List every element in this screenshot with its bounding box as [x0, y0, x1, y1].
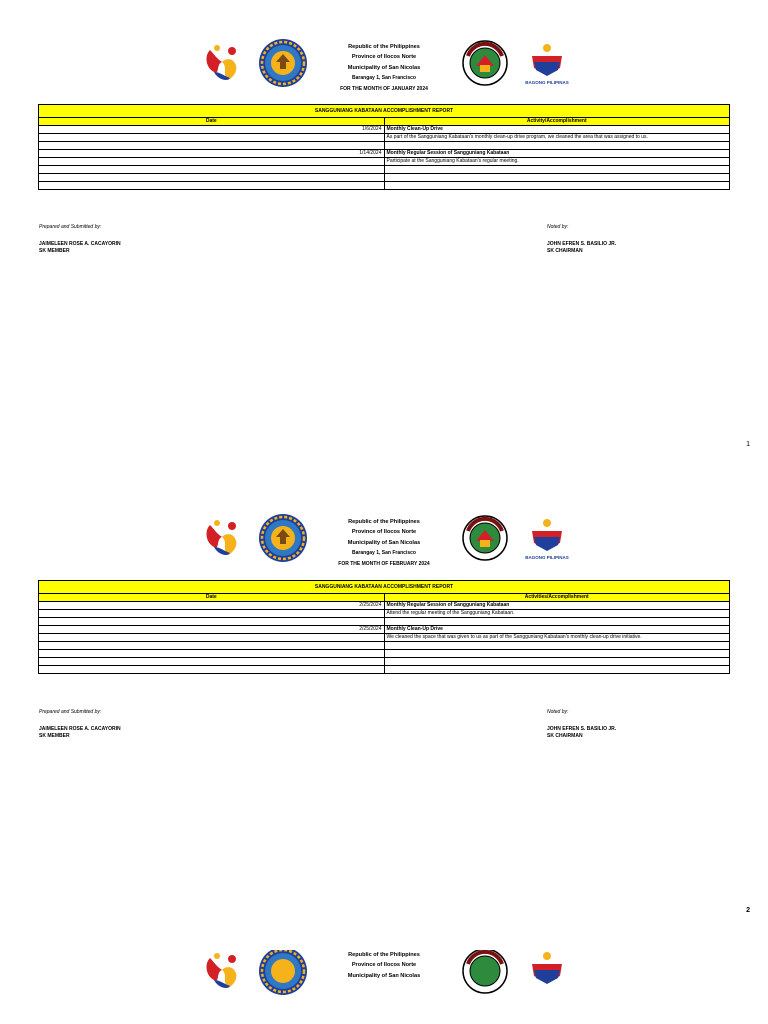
- table-row: [39, 634, 730, 642]
- bagong-pilipinas-logo-icon: [522, 40, 572, 86]
- noted-by-block: [547, 709, 616, 740]
- row-activity: Monthly Clean-Up Drive: [384, 126, 730, 134]
- row-date: 2/25/2024: [39, 626, 385, 634]
- header-province: Province of Ilocos Norte: [351, 54, 417, 61]
- row-activity: We cleaned the space that was given to us as part of the Sangguniang Kabataan's monthly clean-up drive initiative.: [384, 634, 730, 642]
- municipal-seal-icon: [462, 515, 508, 561]
- row-activity: [384, 174, 730, 182]
- row-date: [39, 142, 385, 150]
- report-page-january: [0, 0, 768, 470]
- bagong-pilipinas-caption: BAGONG PILIPINAS: [525, 555, 569, 560]
- logo-strip: [0, 475, 768, 575]
- prepared-name: JAIMELEEN ROSE A. CACAYORIN: [39, 726, 121, 732]
- table-row: [39, 642, 730, 650]
- noted-role: SK CHAIRMAN: [547, 248, 583, 254]
- row-date: [39, 666, 385, 674]
- header-country: Republic of the Philippines: [348, 44, 420, 50]
- table-row: [39, 166, 730, 174]
- row-date: [39, 158, 385, 166]
- table-row: [39, 666, 730, 674]
- table-row: [39, 602, 730, 610]
- logo-strip: [0, 0, 768, 100]
- row-activity: [384, 666, 730, 674]
- letterhead: [300, 517, 468, 569]
- sk-logo-icon: [202, 517, 244, 559]
- bagong-pilipinas-logo-icon: [522, 950, 572, 994]
- table-row: [39, 610, 730, 618]
- header-province: Province of Ilocos Norte: [351, 962, 417, 969]
- noted-by-block: [547, 224, 616, 255]
- row-activity: [384, 182, 730, 190]
- table-row: [39, 626, 730, 634]
- prepared-role: SK MEMBER: [39, 733, 70, 739]
- report-page-february: [0, 475, 768, 945]
- sk-logo-icon: [202, 42, 244, 84]
- table-row: [39, 618, 730, 626]
- row-date: [39, 174, 385, 182]
- bagong-pilipinas-caption: BAGONG PILIPINAS: [525, 80, 569, 85]
- header-country: Republic of the Philippines: [348, 519, 420, 525]
- report-page-partial: [0, 950, 768, 1024]
- row-activity: [384, 642, 730, 650]
- table-row: [39, 650, 730, 658]
- column-header-activity: Activities/Accomplishment: [384, 594, 730, 602]
- table-row: [39, 126, 730, 134]
- page-number: 2: [746, 907, 750, 914]
- row-activity: [384, 618, 730, 626]
- row-date: 1/6/2024: [39, 126, 385, 134]
- table-row: [39, 182, 730, 190]
- noted-label: Noted by:: [547, 709, 569, 715]
- row-date: [39, 658, 385, 666]
- row-activity: Attend the regular meeting of the Sangguniang Kabataan.: [384, 610, 730, 618]
- noted-name: JOHN EFREN S. BASILIO JR.: [547, 726, 617, 732]
- row-date: [39, 634, 385, 642]
- letterhead: [300, 950, 468, 981]
- table-row: [39, 142, 730, 150]
- row-activity: Participate at the Sangguniang Kabataan's regular meeting.: [384, 158, 730, 166]
- prepared-role: SK MEMBER: [39, 248, 70, 254]
- column-header-date: Date: [39, 118, 385, 126]
- noted-role: SK CHAIRMAN: [547, 733, 583, 739]
- header-barangay: Barangay 1, San Francisco: [352, 550, 416, 557]
- accomplishment-table: [38, 580, 730, 674]
- report-month: FOR THE MONTH OF JANUARY 2024: [340, 85, 428, 92]
- row-date: [39, 134, 385, 142]
- prepared-name: JAIMELEEN ROSE A. CACAYORIN: [39, 241, 121, 247]
- page-number: 1: [746, 441, 750, 448]
- prepared-by-block: [39, 709, 121, 740]
- row-activity: [384, 650, 730, 658]
- row-activity: Monthly Regular Session of Sangguniang Kabataan: [384, 150, 730, 158]
- table-title: SANGGUNIANG KABATAAN ACCOMPLISHMENT REPORT: [39, 581, 730, 594]
- row-date: [39, 182, 385, 190]
- row-activity: [384, 166, 730, 174]
- column-header-date: Date: [39, 594, 385, 602]
- header-municipality: Municipality of San Nicolas: [347, 64, 421, 71]
- column-header-activity: Activity/Accomplishment: [384, 118, 730, 126]
- header-municipality: Municipality of San Nicolas: [347, 972, 421, 979]
- row-date: [39, 166, 385, 174]
- row-date: [39, 650, 385, 658]
- table-row: [39, 158, 730, 166]
- row-date: 2/25/2024: [39, 602, 385, 610]
- logo-strip: [0, 950, 768, 1008]
- header-country: Republic of the Philippines: [348, 952, 420, 958]
- row-activity: [384, 658, 730, 666]
- prepared-label: Prepared and Submitted by:: [39, 709, 102, 715]
- municipal-seal-icon: [462, 950, 508, 994]
- prepared-label: Prepared and Submitted by:: [39, 224, 102, 230]
- header-municipality: Municipality of San Nicolas: [347, 539, 421, 546]
- municipal-seal-icon: [462, 40, 508, 86]
- header-barangay: Barangay 1, San Francisco: [352, 75, 416, 82]
- prepared-by-block: [39, 224, 121, 255]
- table-row: [39, 174, 730, 182]
- bagong-pilipinas-logo-icon: [522, 515, 572, 561]
- row-activity: Monthly Clean-Up Drive: [384, 626, 730, 634]
- row-date: [39, 642, 385, 650]
- row-date: [39, 618, 385, 626]
- row-activity: As part of the Sangguniang Kabataan's monthly clean-up drive program, we cleaned the area that was assigned to us.: [384, 134, 730, 142]
- noted-label: Noted by:: [547, 224, 569, 230]
- sk-logo-icon: [202, 950, 244, 992]
- table-title: SANGGUNIANG KABATAAN ACCOMPLISHMENT REPORT: [39, 105, 730, 118]
- table-row: [39, 658, 730, 666]
- row-date: 1/14/2024: [39, 150, 385, 158]
- table-row: [39, 134, 730, 142]
- accomplishment-table: [38, 104, 730, 190]
- header-province: Province of Ilocos Norte: [351, 529, 417, 536]
- row-activity: [384, 142, 730, 150]
- letterhead: [300, 42, 468, 94]
- row-activity: Monthly Regular Session of Sangguniang Kabataan: [384, 602, 730, 610]
- table-row: [39, 150, 730, 158]
- report-month: FOR THE MONTH OF FEBRUARY 2024: [338, 560, 430, 567]
- noted-name: JOHN EFREN S. BASILIO JR.: [547, 241, 617, 247]
- row-date: [39, 610, 385, 618]
